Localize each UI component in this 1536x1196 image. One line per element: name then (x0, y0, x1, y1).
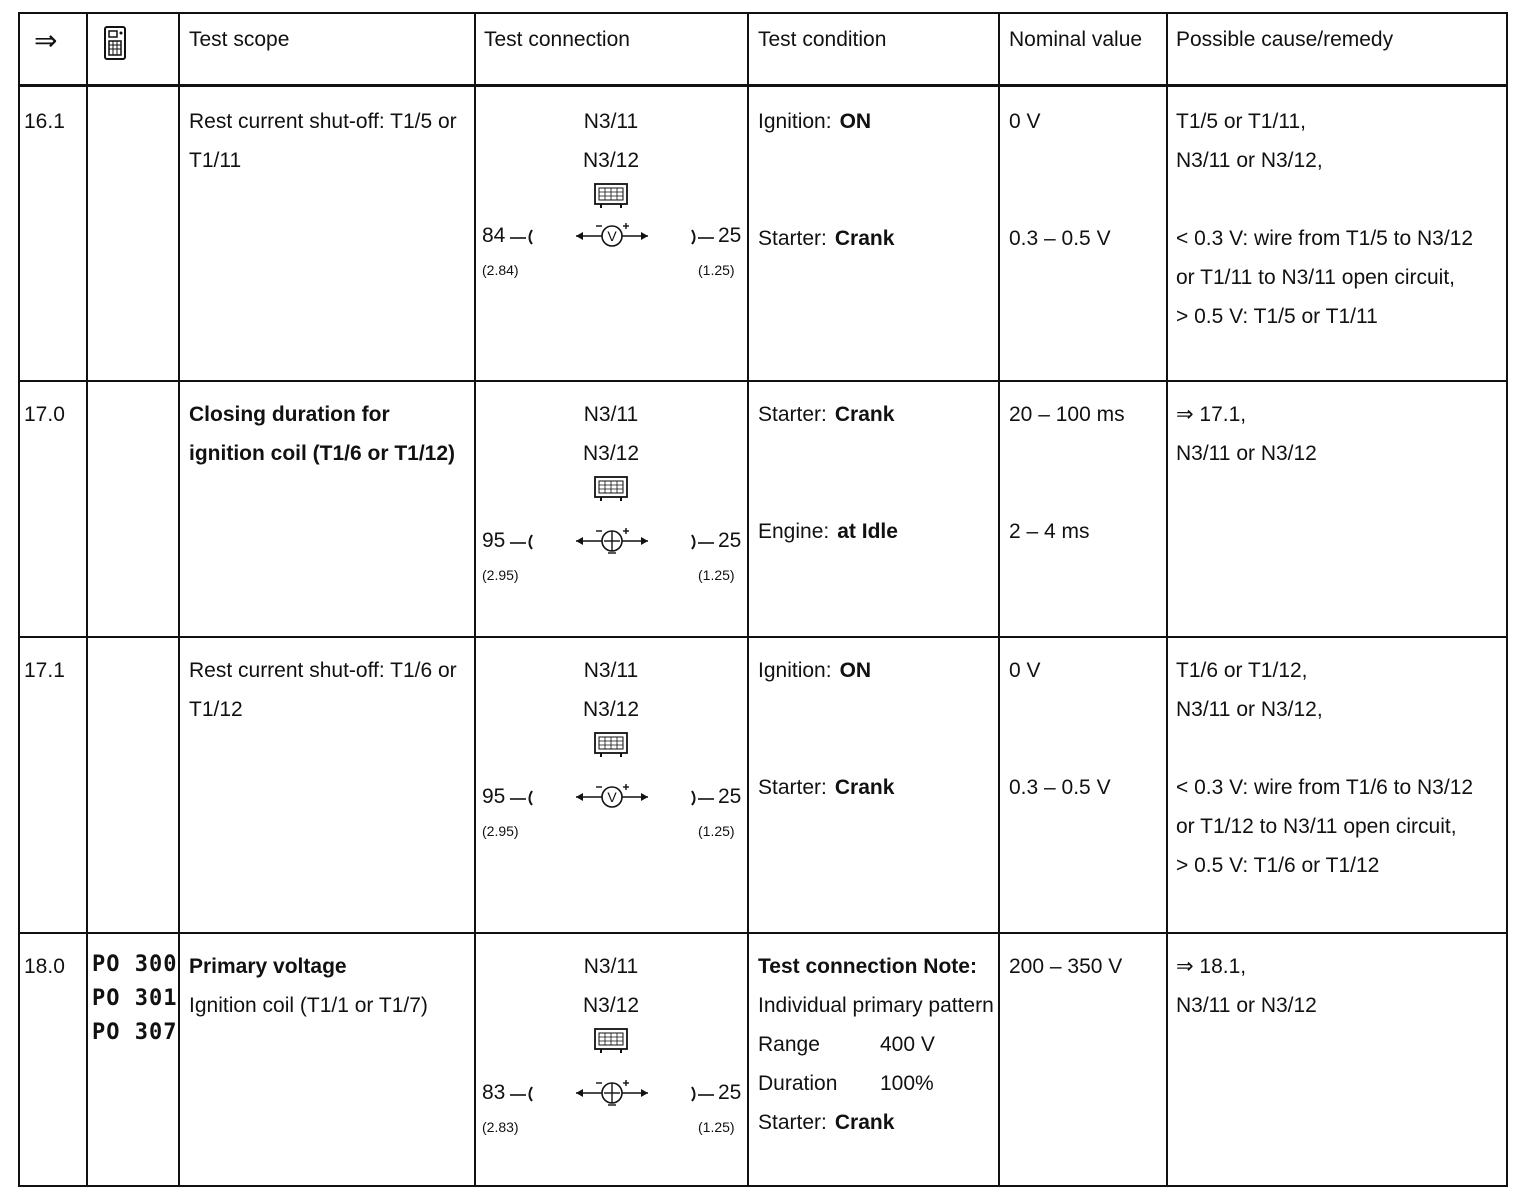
fault-code: PO 301 (92, 986, 178, 1011)
test-connection-diagram (480, 651, 742, 851)
cause-line (1176, 180, 1473, 219)
right-pin-sub: (1.25) (698, 262, 735, 278)
cause-line: ⇒ 18.1, (1176, 955, 1247, 978)
scope-line: Closing duration for (189, 403, 390, 426)
header-test-scope: Test scope (189, 28, 290, 51)
scope-line: T1/11 (189, 149, 242, 172)
connector-label: N3/12 (582, 698, 640, 721)
ecu-connector-icon (593, 182, 629, 210)
left-pin-sub: (2.95) (482, 567, 519, 583)
row-divider (20, 380, 1506, 382)
condition-label: Starter: (758, 403, 827, 426)
cause-line: N3/11 or N3/12, (1176, 698, 1323, 721)
test-condition (758, 219, 894, 258)
condition-label: Range (758, 1033, 820, 1056)
nominal-value: 2 – 4 ms (1009, 520, 1090, 543)
condition-value: ON (839, 110, 872, 133)
step-number: 18.0 (24, 955, 65, 978)
condition-note-title: Test connection Note: (758, 955, 977, 978)
condition-note-line: Individual primary pattern (758, 994, 994, 1017)
possible-cause (1176, 651, 1473, 885)
ecu-connector-icon (593, 731, 629, 759)
condition-label: Duration (758, 1072, 838, 1095)
probe-left-icon (508, 531, 536, 551)
header-possible-cause: Possible cause/remedy (1176, 28, 1394, 51)
condition-value: at Idle (837, 520, 898, 543)
col-divider (1166, 14, 1168, 1185)
right-pin: 25 (718, 785, 742, 808)
left-pin: 95 (482, 529, 506, 552)
header-test-condition: Test condition (758, 28, 887, 51)
probe-left-icon (508, 226, 536, 246)
connector-label: N3/12 (582, 994, 640, 1017)
probe-right-icon (688, 787, 716, 807)
col-divider (747, 14, 749, 1185)
cause-line: > 0.5 V: T1/6 or T1/12 (1176, 854, 1380, 877)
test-condition (758, 651, 871, 690)
cause-line: or T1/12 to N3/11 open circuit, (1176, 815, 1457, 838)
condition-label: Starter: (758, 776, 827, 799)
right-pin: 25 (718, 224, 742, 247)
left-pin-sub: (2.95) (482, 823, 519, 839)
nominal-value: 20 – 100 ms (1009, 403, 1125, 426)
ecu-connector-icon (593, 475, 629, 503)
probe-right-icon (688, 1083, 716, 1103)
voltmeter-icon (574, 218, 650, 252)
cause-line: T1/6 or T1/12, (1176, 659, 1308, 682)
fault-code: PO 307 (92, 1020, 178, 1045)
tester-handheld-icon (102, 26, 128, 66)
scope-line: ignition coil (T1/6 or T1/12) (189, 442, 456, 465)
row-divider (20, 932, 1506, 934)
cause-line: or T1/11 to N3/11 open circuit, (1176, 266, 1455, 289)
cause-line: T1/5 or T1/11, (1176, 110, 1306, 133)
test-table (18, 12, 1508, 1187)
voltmeter-icon (574, 779, 650, 813)
oscilloscope-probe-icon (574, 1075, 650, 1111)
connector-label: N3/11 (583, 659, 639, 682)
svg-text:V: V (607, 228, 617, 244)
left-pin-sub: (2.84) (482, 262, 519, 278)
cause-line: < 0.3 V: wire from T1/5 to N3/12 (1176, 227, 1474, 250)
scope-line: Rest current shut-off: T1/5 or (189, 110, 457, 133)
row-divider (20, 636, 1506, 638)
right-pin-sub: (1.25) (698, 823, 735, 839)
nominal-value: 0.3 – 0.5 V (1009, 776, 1111, 799)
possible-cause (1176, 395, 1317, 473)
condition-label: Starter: (758, 1111, 827, 1134)
possible-cause (1176, 102, 1473, 336)
condition-label: Ignition: (758, 110, 832, 133)
nominal-value: 0 V (1009, 110, 1041, 133)
condition-value: ON (839, 659, 872, 682)
condition-value: Crank (834, 227, 895, 250)
test-condition (758, 102, 871, 141)
condition-value: Crank (834, 776, 895, 799)
left-pin: 84 (482, 224, 506, 247)
nominal-value: 200 – 350 V (1009, 955, 1123, 978)
test-scope (189, 947, 428, 1025)
test-scope (189, 395, 455, 473)
test-condition (758, 512, 898, 551)
probe-left-icon (508, 1083, 536, 1103)
fault-code-list (92, 948, 177, 1050)
test-connection-diagram (480, 947, 742, 1147)
step-number: 17.1 (24, 659, 65, 682)
ecu-connector-icon (593, 1027, 629, 1055)
possible-cause (1176, 947, 1317, 1025)
condition-label: Ignition: (758, 659, 832, 682)
right-pin-sub: (1.25) (698, 1119, 735, 1135)
condition-value: 400 V (880, 1033, 935, 1056)
scope-title: Primary voltage (189, 955, 347, 978)
condition-label: Starter: (758, 227, 827, 250)
probe-right-icon (688, 226, 716, 246)
condition-label: Engine: (758, 520, 830, 543)
svg-text:V: V (607, 789, 617, 805)
col-divider (998, 14, 1000, 1185)
step-number: 17.0 (24, 403, 65, 426)
cause-line: > 0.5 V: T1/5 or T1/11 (1176, 305, 1378, 328)
test-connection-diagram (480, 395, 742, 595)
scope-line: Rest current shut-off: T1/6 or (189, 659, 457, 682)
cause-line: < 0.3 V: wire from T1/6 to N3/12 (1176, 776, 1474, 799)
nominal-value: 0 V (1009, 659, 1041, 682)
condition-value: 100% (880, 1072, 934, 1095)
cause-line (1176, 729, 1473, 768)
left-pin: 83 (482, 1081, 506, 1104)
cause-line: ⇒ 17.1, (1176, 403, 1247, 426)
connector-label: N3/11 (583, 955, 639, 978)
step-number: 16.1 (24, 110, 65, 133)
header-test-connection: Test connection (484, 28, 630, 51)
left-pin: 95 (482, 785, 506, 808)
test-scope (189, 651, 457, 729)
oscilloscope-probe-icon (574, 523, 650, 559)
scope-line: Ignition coil (T1/1 or T1/7) (189, 994, 428, 1017)
nominal-value: 0.3 – 0.5 V (1009, 227, 1111, 250)
cause-line: N3/11 or N3/12 (1176, 994, 1317, 1017)
test-condition (758, 395, 894, 434)
test-condition-block (758, 947, 994, 1142)
fault-code: PO 300 (92, 952, 178, 977)
col-divider (474, 14, 476, 1185)
scope-line: T1/12 (189, 698, 243, 721)
cause-line: N3/11 or N3/12, (1176, 149, 1323, 172)
connector-label: N3/11 (583, 403, 639, 426)
header-nominal-value: Nominal value (1009, 28, 1143, 51)
condition-value: Crank (834, 403, 895, 426)
test-connection-diagram (480, 102, 742, 302)
header-divider (20, 84, 1506, 87)
test-condition (758, 768, 894, 807)
connector-label: N3/12 (582, 442, 640, 465)
right-pin-sub: (1.25) (698, 567, 735, 583)
connector-label: N3/11 (583, 110, 639, 133)
cause-line: N3/11 or N3/12 (1176, 442, 1317, 465)
left-pin-sub: (2.83) (482, 1119, 519, 1135)
probe-left-icon (508, 787, 536, 807)
connector-label: N3/12 (582, 149, 640, 172)
probe-right-icon (688, 531, 716, 551)
col-divider (178, 14, 180, 1185)
right-pin: 25 (718, 529, 742, 552)
col-divider (86, 14, 88, 1185)
test-scope (189, 102, 457, 180)
condition-value: Crank (834, 1111, 895, 1134)
arrow-header: ⇒ (34, 25, 58, 56)
right-pin: 25 (718, 1081, 742, 1104)
